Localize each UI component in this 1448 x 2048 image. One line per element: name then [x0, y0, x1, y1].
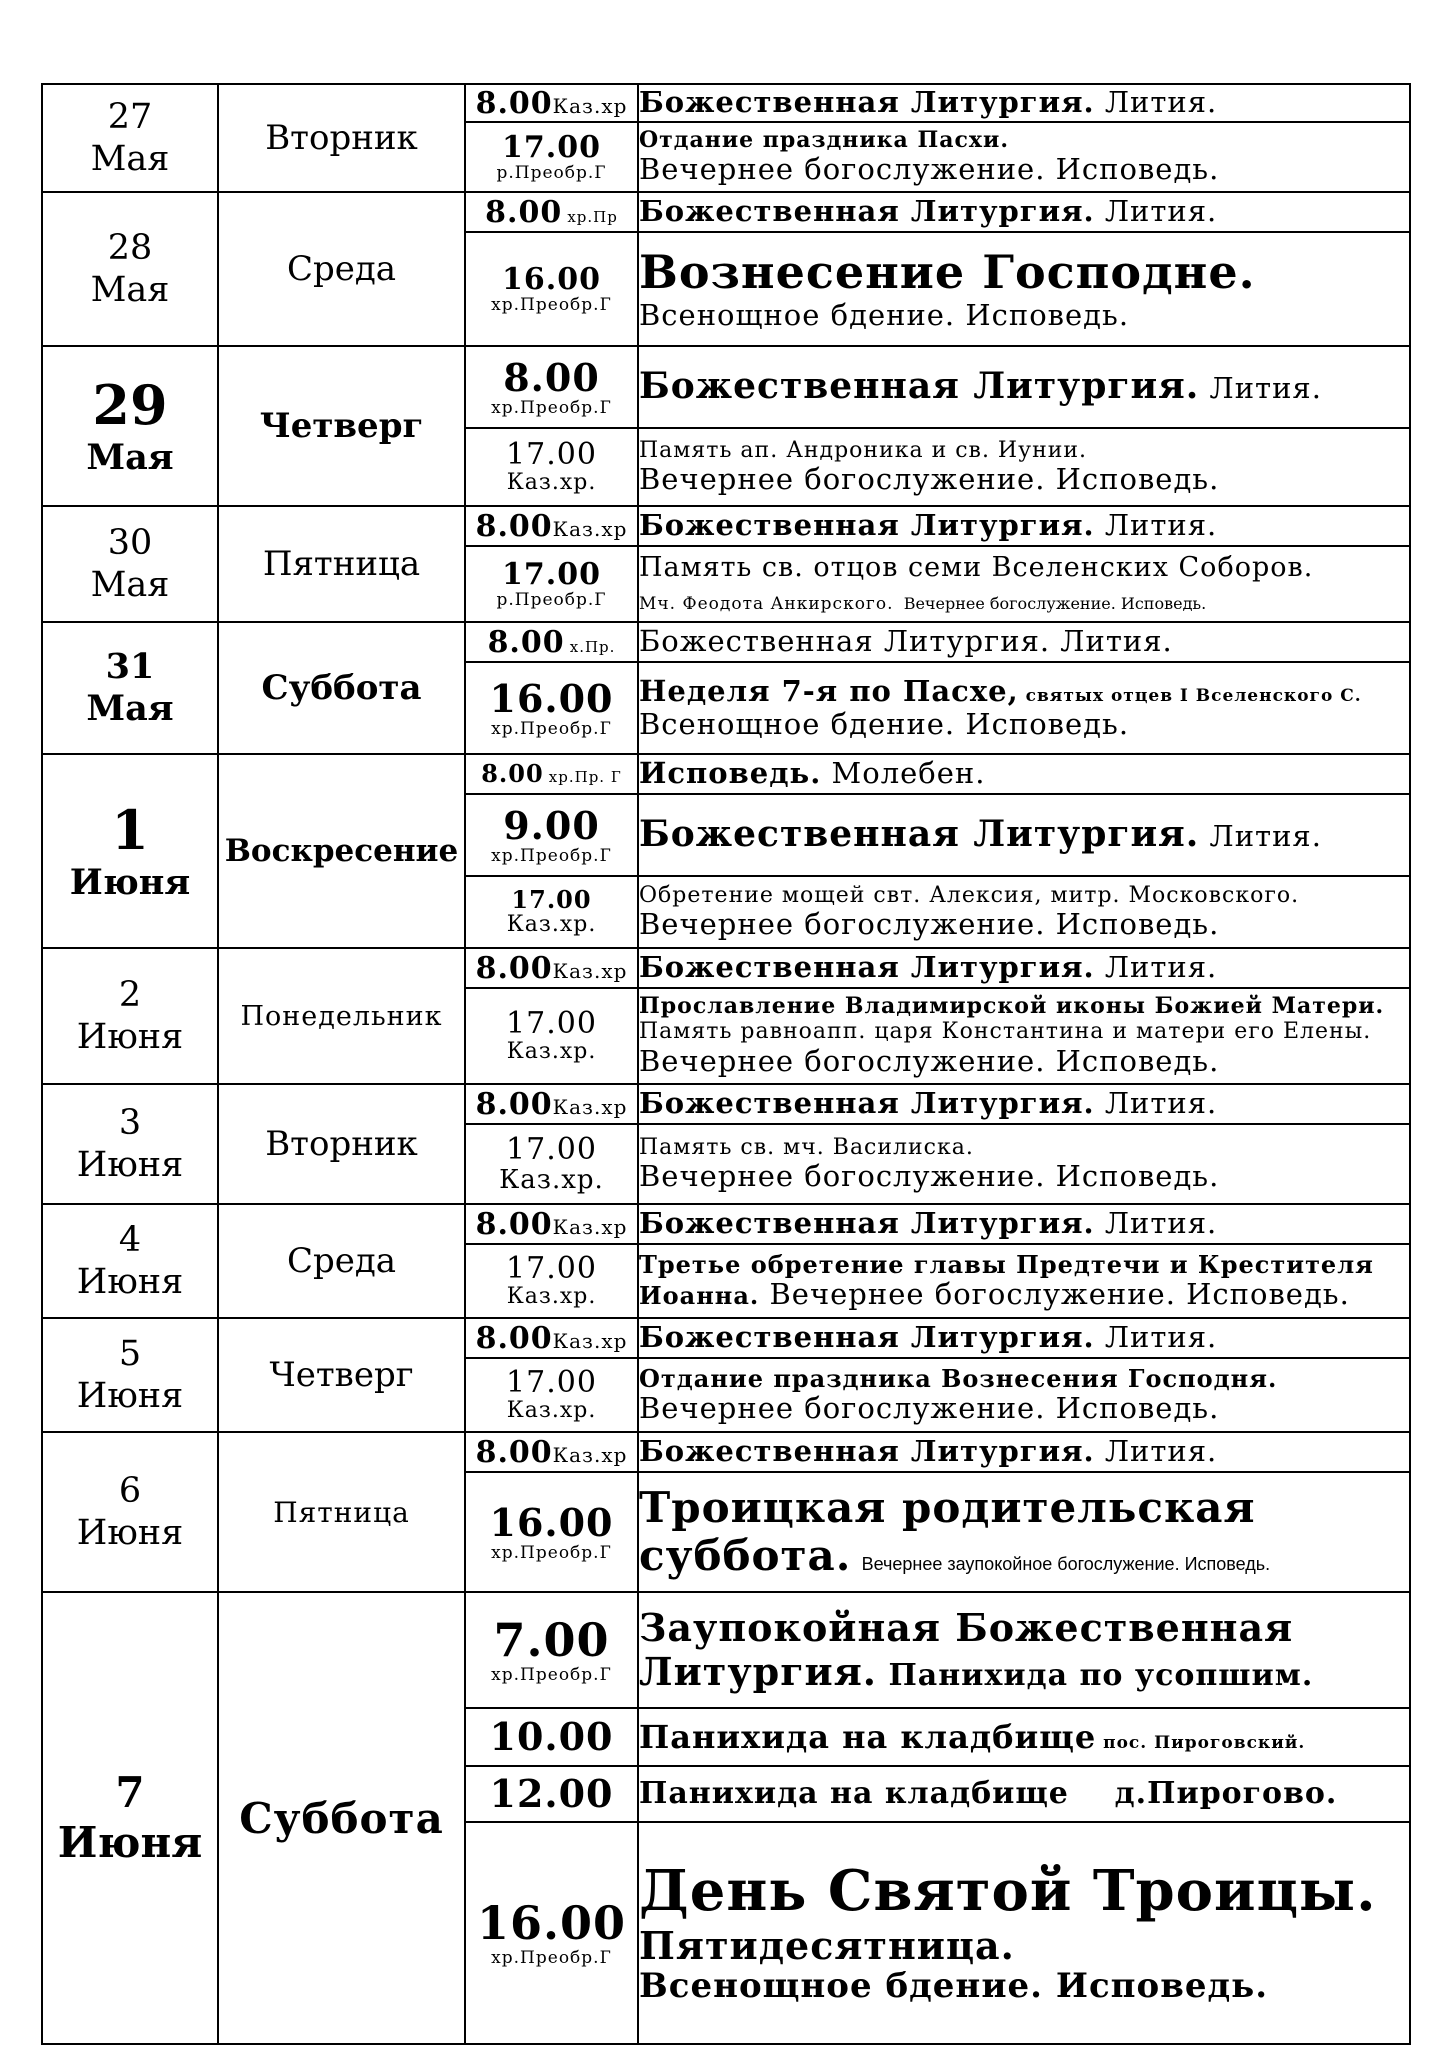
- table-row: [42, 754, 1410, 794]
- text-span: 7: [115, 1767, 145, 1817]
- service-cell: [638, 754, 1410, 794]
- text-span: Лития.: [1094, 950, 1218, 985]
- text-span: Каз.хр: [552, 1094, 628, 1119]
- time-cell: [465, 1358, 638, 1432]
- schedule-table: [41, 83, 1411, 2045]
- text-span: Июня: [76, 1376, 184, 1416]
- text-span: Неделя 7-я по Пасхе,: [639, 673, 1019, 708]
- table-row: [42, 506, 1410, 546]
- text-span: Божественная Литургия.: [639, 365, 1200, 408]
- text-span: 3: [118, 1103, 142, 1143]
- text-span: Панихида на кладбище: [639, 1717, 1097, 1756]
- text-span: Память св. отцов семи Вселенских Соборов.: [639, 551, 1314, 583]
- service-cell: [638, 1358, 1410, 1432]
- text-span: 8.00: [487, 624, 565, 660]
- service-cell: [638, 346, 1410, 428]
- text-span: Вечернее богослужение. Исповедь.: [639, 151, 1220, 186]
- text-span: Вечернее заупокойное богослужение. Исповедь.: [861, 1554, 1271, 1574]
- text-span: суббота.: [639, 1531, 852, 1580]
- service-cell: [638, 84, 1410, 122]
- text-span: 17.00: [506, 1251, 597, 1287]
- text-span: святых отцев I Вселенского С.: [1018, 685, 1362, 706]
- text-span: Исповедь.: [639, 756, 822, 791]
- text-span: Панихида на кладбище д.Пирогово.: [639, 1775, 1338, 1811]
- service-cell: [638, 232, 1410, 346]
- text-span: Июня: [76, 1145, 184, 1185]
- text-span: Память ап. Андроника и св. Иунии.: [639, 437, 1088, 463]
- text-span: 8.00: [475, 1086, 553, 1122]
- time-cell: [465, 948, 638, 988]
- text-span: Лития.: [1094, 508, 1218, 543]
- time-cell: [465, 232, 638, 346]
- text-span: Всенощное бдение. Исповедь.: [639, 707, 1130, 741]
- text-span: Вечернее богослужение. Исповедь.: [759, 1277, 1350, 1312]
- text-span: Отдание праздника Пасхи.: [639, 126, 1009, 153]
- table-row: [42, 1592, 1410, 1708]
- text-span: хр.Преобр.Г: [491, 1542, 612, 1563]
- text-span: Каз.хр: [552, 93, 628, 118]
- text-span: Лития.: [1094, 85, 1218, 120]
- text-span: День Святой Троицы.: [639, 1858, 1377, 1925]
- text-span: Божественная Литургия.: [639, 1206, 1095, 1241]
- text-span: Память равноапп. царя Константина и матери его Елены.: [639, 1019, 1372, 1045]
- text-span: Литургия.: [639, 1649, 878, 1694]
- table-row: [42, 1084, 1410, 1124]
- time-cell: [465, 84, 638, 122]
- text-span: 2: [118, 975, 142, 1015]
- time-cell: [465, 1766, 638, 1822]
- text-span: 6: [118, 1471, 142, 1511]
- service-cell: [638, 876, 1410, 948]
- text-span: Июня: [57, 1818, 203, 1867]
- weekday-cell: Вторник: [218, 1084, 465, 1204]
- service-cell: [638, 506, 1410, 546]
- text-span: 29: [92, 372, 168, 437]
- text-span: Июня: [69, 862, 191, 904]
- table-row: [42, 346, 1410, 428]
- text-span: Божественная Литургия.: [639, 194, 1095, 229]
- service-cell: [638, 1472, 1410, 1592]
- text-span: 9.00: [503, 802, 600, 848]
- weekday-cell: Воскресение: [218, 754, 465, 948]
- service-cell: [638, 1244, 1410, 1318]
- table-row: [42, 192, 1410, 232]
- time-cell: [465, 622, 638, 662]
- text-span: Божественная Литургия.: [639, 950, 1095, 985]
- text-span: хр.Преобр.Г: [491, 845, 612, 866]
- text-span: 8.00: [475, 508, 553, 544]
- text-span: Мая: [86, 688, 174, 729]
- time-cell: [465, 428, 638, 506]
- service-cell: [638, 546, 1410, 622]
- text-span: Троицкая родительская: [639, 1482, 1256, 1532]
- text-span: Июня: [76, 1513, 184, 1553]
- text-span: 8.00: [475, 1206, 553, 1242]
- date-cell: [42, 754, 218, 948]
- text-span: Июня: [76, 1262, 184, 1302]
- text-span: Божественная Литургия.: [639, 813, 1200, 856]
- text-span: Молебен.: [821, 756, 986, 791]
- text-span: Каз.хр: [552, 516, 628, 541]
- text-span: хр.Преобр.Г: [491, 1664, 612, 1685]
- service-cell: [638, 122, 1410, 192]
- service-cell: [638, 1124, 1410, 1204]
- time-cell: [465, 1204, 638, 1244]
- time-cell: [465, 346, 638, 428]
- time-cell: [465, 662, 638, 754]
- text-span: 8.00: [475, 1320, 553, 1356]
- date-cell: [42, 1204, 218, 1318]
- text-span: Каз.хр: [552, 1328, 628, 1353]
- table-row: [42, 948, 1410, 988]
- time-cell: [465, 1472, 638, 1592]
- text-span: 10.00: [489, 1714, 614, 1760]
- text-span: Божественная Литургия.: [639, 85, 1095, 120]
- text-span: 8.00: [475, 85, 553, 121]
- text-span: 16.00: [489, 675, 614, 721]
- text-span: Всенощное бдение. Исповедь.: [639, 1966, 1269, 2007]
- service-cell: [638, 1592, 1410, 1708]
- text-span: Всенощное бдение. Исповедь.: [639, 297, 1130, 332]
- time-cell: [465, 122, 638, 192]
- text-span: хр.Преобр.Г: [491, 295, 612, 316]
- service-cell: [638, 192, 1410, 232]
- text-span: Вечернее богослужение. Исповедь.: [639, 906, 1220, 941]
- time-cell: [465, 754, 638, 794]
- date-cell: [42, 192, 218, 346]
- text-span: Вечернее богослужение. Исповедь.: [639, 1158, 1220, 1193]
- text-span: Божественная Литургия. Лития.: [639, 624, 1173, 659]
- text-span: Божественная Литургия.: [639, 508, 1095, 543]
- text-span: 31: [105, 646, 155, 687]
- service-cell: [638, 948, 1410, 988]
- text-span: Мая: [86, 437, 174, 479]
- text-span: Каз.хр.: [506, 1398, 597, 1424]
- text-span: Каз.хр.: [506, 1039, 597, 1065]
- table-row: [42, 622, 1410, 662]
- date-cell: [42, 506, 218, 622]
- text-span: 16.00: [502, 262, 601, 298]
- text-span: 17.00: [502, 130, 601, 166]
- time-cell: [465, 1244, 638, 1318]
- time-cell: [465, 506, 638, 546]
- service-cell: [638, 662, 1410, 754]
- date-cell: [42, 948, 218, 1084]
- text-span: Мая: [90, 565, 170, 605]
- text-span: Вечернее богослужение. Исповедь.: [903, 593, 1207, 613]
- weekday-cell: Четверг: [218, 1318, 465, 1432]
- weekday-cell: Вторник: [218, 84, 465, 192]
- weekday-cell: Среда: [218, 1204, 465, 1318]
- text-span: хр.Преобр.Г: [491, 397, 612, 418]
- service-cell: [638, 1708, 1410, 1766]
- text-span: Лития.: [1094, 194, 1218, 229]
- time-cell: [465, 1432, 638, 1472]
- text-span: Божественная Литургия.: [639, 1434, 1095, 1469]
- text-span: 8.00: [475, 950, 553, 986]
- time-cell: [465, 988, 638, 1084]
- text-span: Каз.хр: [552, 1214, 628, 1239]
- text-span: 28: [107, 228, 153, 268]
- text-span: Прославление Владимирской иконы Божией Матери.: [639, 993, 1385, 1020]
- date-cell: [42, 622, 218, 754]
- time-cell: [465, 1822, 638, 2044]
- text-span: Отдание праздника Вознесения Господня.: [639, 1363, 1278, 1393]
- text-span: 17.00: [506, 1365, 597, 1401]
- text-span: Мч. Феодота Анкирского.: [639, 593, 894, 614]
- text-span: хр.Пр. Г: [548, 767, 622, 786]
- service-cell: [638, 988, 1410, 1084]
- text-span: х.Пр.: [569, 637, 616, 656]
- text-span: 8.00: [503, 354, 600, 400]
- text-span: Каз.хр.: [506, 912, 597, 938]
- weekday-cell: Пятница: [218, 1432, 465, 1592]
- text-span: Пятидесятница.: [639, 1922, 1015, 1968]
- text-span: Лития.: [1094, 1320, 1218, 1355]
- text-span: Третье обретение главы Предтечи и Крестителя: [639, 1249, 1374, 1279]
- table-row: [42, 1432, 1410, 1472]
- text-span: хр.Пр: [567, 207, 618, 226]
- service-cell: [638, 622, 1410, 662]
- text-span: хр.Преобр.Г: [491, 1947, 612, 1968]
- text-span: Вечернее богослужение. Исповедь.: [639, 1043, 1220, 1078]
- text-span: 17.00: [506, 437, 597, 473]
- text-span: Вознесение Господне.: [639, 244, 1256, 299]
- text-span: Каз.хр.: [499, 1165, 604, 1196]
- text-span: 4: [118, 1220, 142, 1260]
- text-span: 8.00: [485, 194, 563, 230]
- text-span: Заупокойная Божественная: [639, 1605, 1294, 1651]
- date-cell: [42, 1318, 218, 1432]
- text-span: Июня: [76, 1017, 184, 1057]
- time-cell: [465, 876, 638, 948]
- table-row: [42, 84, 1410, 122]
- time-cell: [465, 1124, 638, 1204]
- weekday-cell: Четверг: [218, 346, 465, 506]
- service-cell: [638, 794, 1410, 876]
- text-span: 5: [118, 1334, 142, 1374]
- time-cell: [465, 1318, 638, 1358]
- date-cell: [42, 1084, 218, 1204]
- text-span: Лития.: [1094, 1086, 1218, 1121]
- text-span: 17.00: [502, 557, 601, 593]
- text-span: Вечернее богослужение. Исповедь.: [639, 461, 1220, 496]
- text-span: 8.00: [481, 758, 544, 788]
- text-span: Каз.хр.: [506, 1284, 597, 1310]
- text-span: 16.00: [476, 1896, 627, 1951]
- service-cell: [638, 1766, 1410, 1822]
- text-span: Божественная Литургия.: [639, 1086, 1095, 1121]
- text-span: 1: [111, 797, 149, 862]
- service-cell: [638, 1822, 1410, 2044]
- table-row: [42, 1318, 1410, 1358]
- text-span: 30: [107, 523, 153, 563]
- weekday-cell: Пятница: [218, 506, 465, 622]
- service-cell: [638, 428, 1410, 506]
- service-cell: [638, 1432, 1410, 1472]
- time-cell: [465, 1084, 638, 1124]
- text-span: Иоанна.: [639, 1281, 760, 1311]
- text-span: Мая: [90, 139, 170, 179]
- service-cell: [638, 1318, 1410, 1358]
- weekday-cell: Понедельник: [218, 948, 465, 1084]
- service-cell: [638, 1084, 1410, 1124]
- text-span: Лития.: [1094, 1206, 1218, 1241]
- time-cell: [465, 1592, 638, 1708]
- text-span: Мая: [90, 270, 170, 310]
- time-cell: [465, 794, 638, 876]
- table-row: [42, 1204, 1410, 1244]
- date-cell: [42, 346, 218, 506]
- text-span: Каз.хр.: [506, 470, 597, 496]
- date-cell: [42, 1592, 218, 2044]
- text-span: Божественная Литургия.: [639, 1320, 1095, 1355]
- text-span: Вечернее богослужение. Исповедь.: [639, 1391, 1220, 1426]
- text-span: 27: [107, 97, 153, 137]
- weekday-cell: Среда: [218, 192, 465, 346]
- text-span: Лития.: [1199, 371, 1322, 406]
- text-span: 17.00: [511, 884, 592, 914]
- text-span: пос. Пироговский.: [1096, 1732, 1306, 1753]
- time-cell: [465, 546, 638, 622]
- text-span: Лития.: [1199, 819, 1322, 854]
- date-cell: [42, 1432, 218, 1592]
- text-span: 17.00: [506, 1006, 597, 1042]
- service-cell: [638, 1204, 1410, 1244]
- date-cell: [42, 84, 218, 192]
- text-span: Память св. мч. Василиска.: [639, 1134, 974, 1160]
- text-span: 12.00: [489, 1771, 614, 1817]
- text-span: Каз.хр: [552, 958, 628, 983]
- text-span: 7.00: [493, 1613, 610, 1668]
- time-cell: [465, 192, 638, 232]
- text-span: 17.00: [506, 1132, 597, 1168]
- text-span: 8.00: [475, 1434, 553, 1470]
- text-span: р.Преобр.Г: [496, 590, 607, 611]
- time-cell: [465, 1708, 638, 1766]
- text-span: Каз.хр: [552, 1442, 628, 1467]
- text-span: Лития.: [1094, 1434, 1218, 1469]
- text-span: Панихида по усопшим.: [877, 1658, 1314, 1693]
- weekday-cell: Суббота: [218, 1592, 465, 2044]
- text-span: Обретение мощей свт. Алексия, митр. Московского.: [639, 882, 1300, 908]
- text-span: 16.00: [489, 1499, 614, 1545]
- text-span: р.Преобр.Г: [496, 163, 607, 184]
- weekday-cell: Суббота: [218, 622, 465, 754]
- text-span: хр.Преобр.Г: [491, 718, 612, 739]
